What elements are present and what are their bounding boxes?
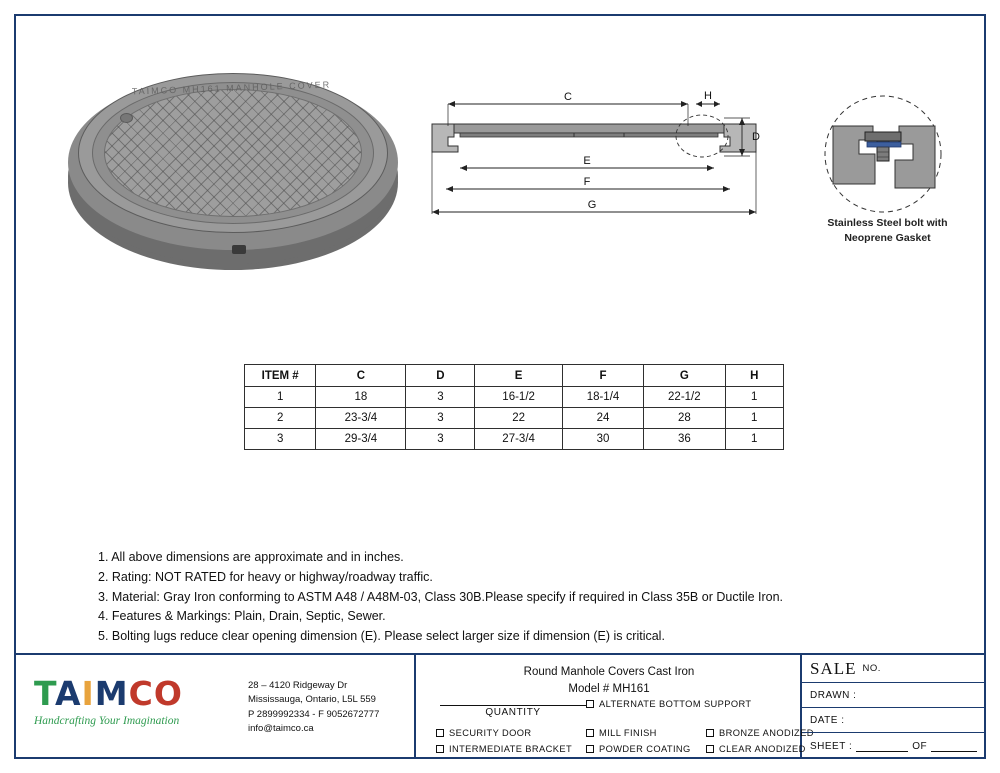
table-cell: 18 xyxy=(316,387,406,408)
title-block-revision-column xyxy=(802,655,984,759)
table-cell: 1 xyxy=(725,429,783,450)
checkbox-icon[interactable] xyxy=(706,729,714,737)
sale-label: SALE xyxy=(810,658,857,678)
table-header-cell: C xyxy=(316,365,406,387)
sheet-of-label: OF xyxy=(912,740,928,752)
svg-text:D: D xyxy=(752,131,760,143)
checkbox-icon[interactable] xyxy=(586,729,594,737)
logo-letter: I xyxy=(81,674,95,713)
notes-block xyxy=(98,548,928,647)
drawn-row[interactable] xyxy=(802,683,984,708)
svg-text:G: G xyxy=(587,199,597,211)
option-label: CLEAR ANODIZED xyxy=(719,744,806,754)
cover-bolt-lug-left xyxy=(120,113,133,123)
svg-text:F: F xyxy=(583,176,591,188)
table-header-cell: ITEM # xyxy=(245,365,316,387)
logo-tagline: Handcrafting Your Imagination xyxy=(34,715,180,727)
drawn-label: DRAWN : xyxy=(810,689,857,701)
option-alternate-bottom-support[interactable] xyxy=(586,699,752,709)
logo-wordmark xyxy=(34,674,230,713)
table-cell: 2 xyxy=(245,408,316,429)
date-row[interactable] xyxy=(802,708,984,733)
table-cell: 22 xyxy=(475,408,562,429)
note-line: 4. Features & Markings: Plain, Drain, Septic, Sewer. xyxy=(98,609,386,624)
section-view xyxy=(424,88,764,248)
product-title xyxy=(416,664,802,699)
option-label: SECURITY DOOR xyxy=(449,728,532,738)
section-drawing xyxy=(424,88,764,248)
table-cell: 22-1/2 xyxy=(644,387,725,408)
table-cell: 3 xyxy=(245,429,316,450)
table-cell: 23-3/4 xyxy=(316,408,406,429)
table-cell: 18-1/4 xyxy=(562,387,643,408)
option-label: BRONZE ANODIZED xyxy=(719,728,814,738)
option-bronze-anodized[interactable] xyxy=(706,728,814,738)
sheet-row[interactable] xyxy=(802,733,984,759)
logo-letter: CO xyxy=(128,674,183,713)
table-cell: 27-3/4 xyxy=(475,429,562,450)
table-cell: 16-1/2 xyxy=(475,387,562,408)
cover-pick-slot xyxy=(232,245,246,254)
taimco-logo xyxy=(34,674,230,727)
table-cell: 3 xyxy=(406,387,475,408)
table-header-cell: D xyxy=(406,365,475,387)
table-header-cell: H xyxy=(725,365,783,387)
checkbox-icon[interactable] xyxy=(436,729,444,737)
option-label: MILL FINISH xyxy=(599,728,657,738)
note-line: 5. Bolting lugs reduce clear opening dimension (E). Please select larger size if dimension (E) is critical. xyxy=(98,629,665,643)
table-cell: 30 xyxy=(562,429,643,450)
option-label: ALTERNATE BOTTOM SUPPORT xyxy=(599,699,752,709)
logo-letter: A xyxy=(54,674,82,713)
table-cell: 1 xyxy=(725,408,783,429)
table-cell: 3 xyxy=(406,408,475,429)
table-row xyxy=(245,408,784,429)
isometric-cover-view xyxy=(52,55,412,295)
note-line: 1. All above dimensions are approximate and in inches. xyxy=(98,550,404,564)
detail-caption-line2: Neoprene Gasket xyxy=(844,232,931,245)
table-cell: 1 xyxy=(725,387,783,408)
product-title-line1: Round Manhole Covers Cast Iron xyxy=(523,666,695,678)
checkbox-icon[interactable] xyxy=(586,700,594,708)
table-cell: 36 xyxy=(644,429,725,450)
cover-embossed-text: TAIMCO MH161 MANHOLE COVER xyxy=(131,79,332,97)
address-line: Mississauga, Ontario, L5L 559 xyxy=(248,694,376,706)
svg-text:E: E xyxy=(583,155,591,167)
option-security-door[interactable] xyxy=(436,728,532,738)
table-row xyxy=(245,387,784,408)
sale-row xyxy=(802,655,984,683)
address-line: 28 – 4120 Ridgeway Dr xyxy=(248,680,348,691)
product-model: Model # MH161 xyxy=(568,683,650,696)
address-line: P 2899992334 - F 9052672777 xyxy=(248,708,380,720)
option-intermediate-bracket[interactable] xyxy=(436,744,572,754)
detail-caption-line1: Stainless Steel bolt with xyxy=(827,217,948,229)
checkbox-icon[interactable] xyxy=(436,745,444,753)
svg-text:H: H xyxy=(704,90,712,102)
sale-number-label: NO. xyxy=(862,663,881,674)
option-label: INTERMEDIATE BRACKET xyxy=(449,744,573,754)
table-header-row xyxy=(245,365,784,387)
table-header-cell: E xyxy=(475,365,562,387)
table-header-cell: G xyxy=(644,365,725,387)
note-line: 3. Material: Gray Iron conforming to ASTM A48 / A48M-03, Class 30B.Please specify if required in Class 35B or Ductile Iron. xyxy=(98,589,784,604)
option-clear-anodized[interactable] xyxy=(706,744,806,754)
detail-caption xyxy=(790,216,985,246)
sheet-number-field[interactable] xyxy=(856,741,908,752)
option-powder-coating[interactable] xyxy=(586,744,691,754)
title-block-logo-column xyxy=(16,655,416,759)
sheet-total-field[interactable] xyxy=(931,741,977,752)
table-cell: 24 xyxy=(562,408,643,429)
logo-letter: M xyxy=(94,674,129,713)
note-line: 2. Rating: NOT RATED for heavy or highway/roadway traffic. xyxy=(98,569,433,584)
option-label: POWDER COATING xyxy=(599,744,691,754)
logo-letter: T xyxy=(34,674,55,713)
title-block xyxy=(16,653,984,757)
table-header-cell: F xyxy=(562,365,643,387)
sheet-label: SHEET : xyxy=(810,740,853,752)
dimension-table xyxy=(244,364,784,450)
checkbox-icon[interactable] xyxy=(586,745,594,753)
quantity-label: QUANTITY xyxy=(440,705,586,718)
table-row xyxy=(245,429,784,450)
svg-text:C: C xyxy=(564,91,572,103)
date-label: DATE : xyxy=(810,714,845,726)
option-mill-finish[interactable] xyxy=(586,728,657,738)
table-cell: 29-3/4 xyxy=(316,429,406,450)
table-cell: 1 xyxy=(245,387,316,408)
title-block-description-column xyxy=(416,655,814,759)
table-cell: 28 xyxy=(644,408,725,429)
table-cell: 3 xyxy=(406,429,475,450)
address-email: info@taimco.ca xyxy=(248,722,314,734)
company-address xyxy=(248,679,379,736)
checkbox-icon[interactable] xyxy=(706,745,714,753)
